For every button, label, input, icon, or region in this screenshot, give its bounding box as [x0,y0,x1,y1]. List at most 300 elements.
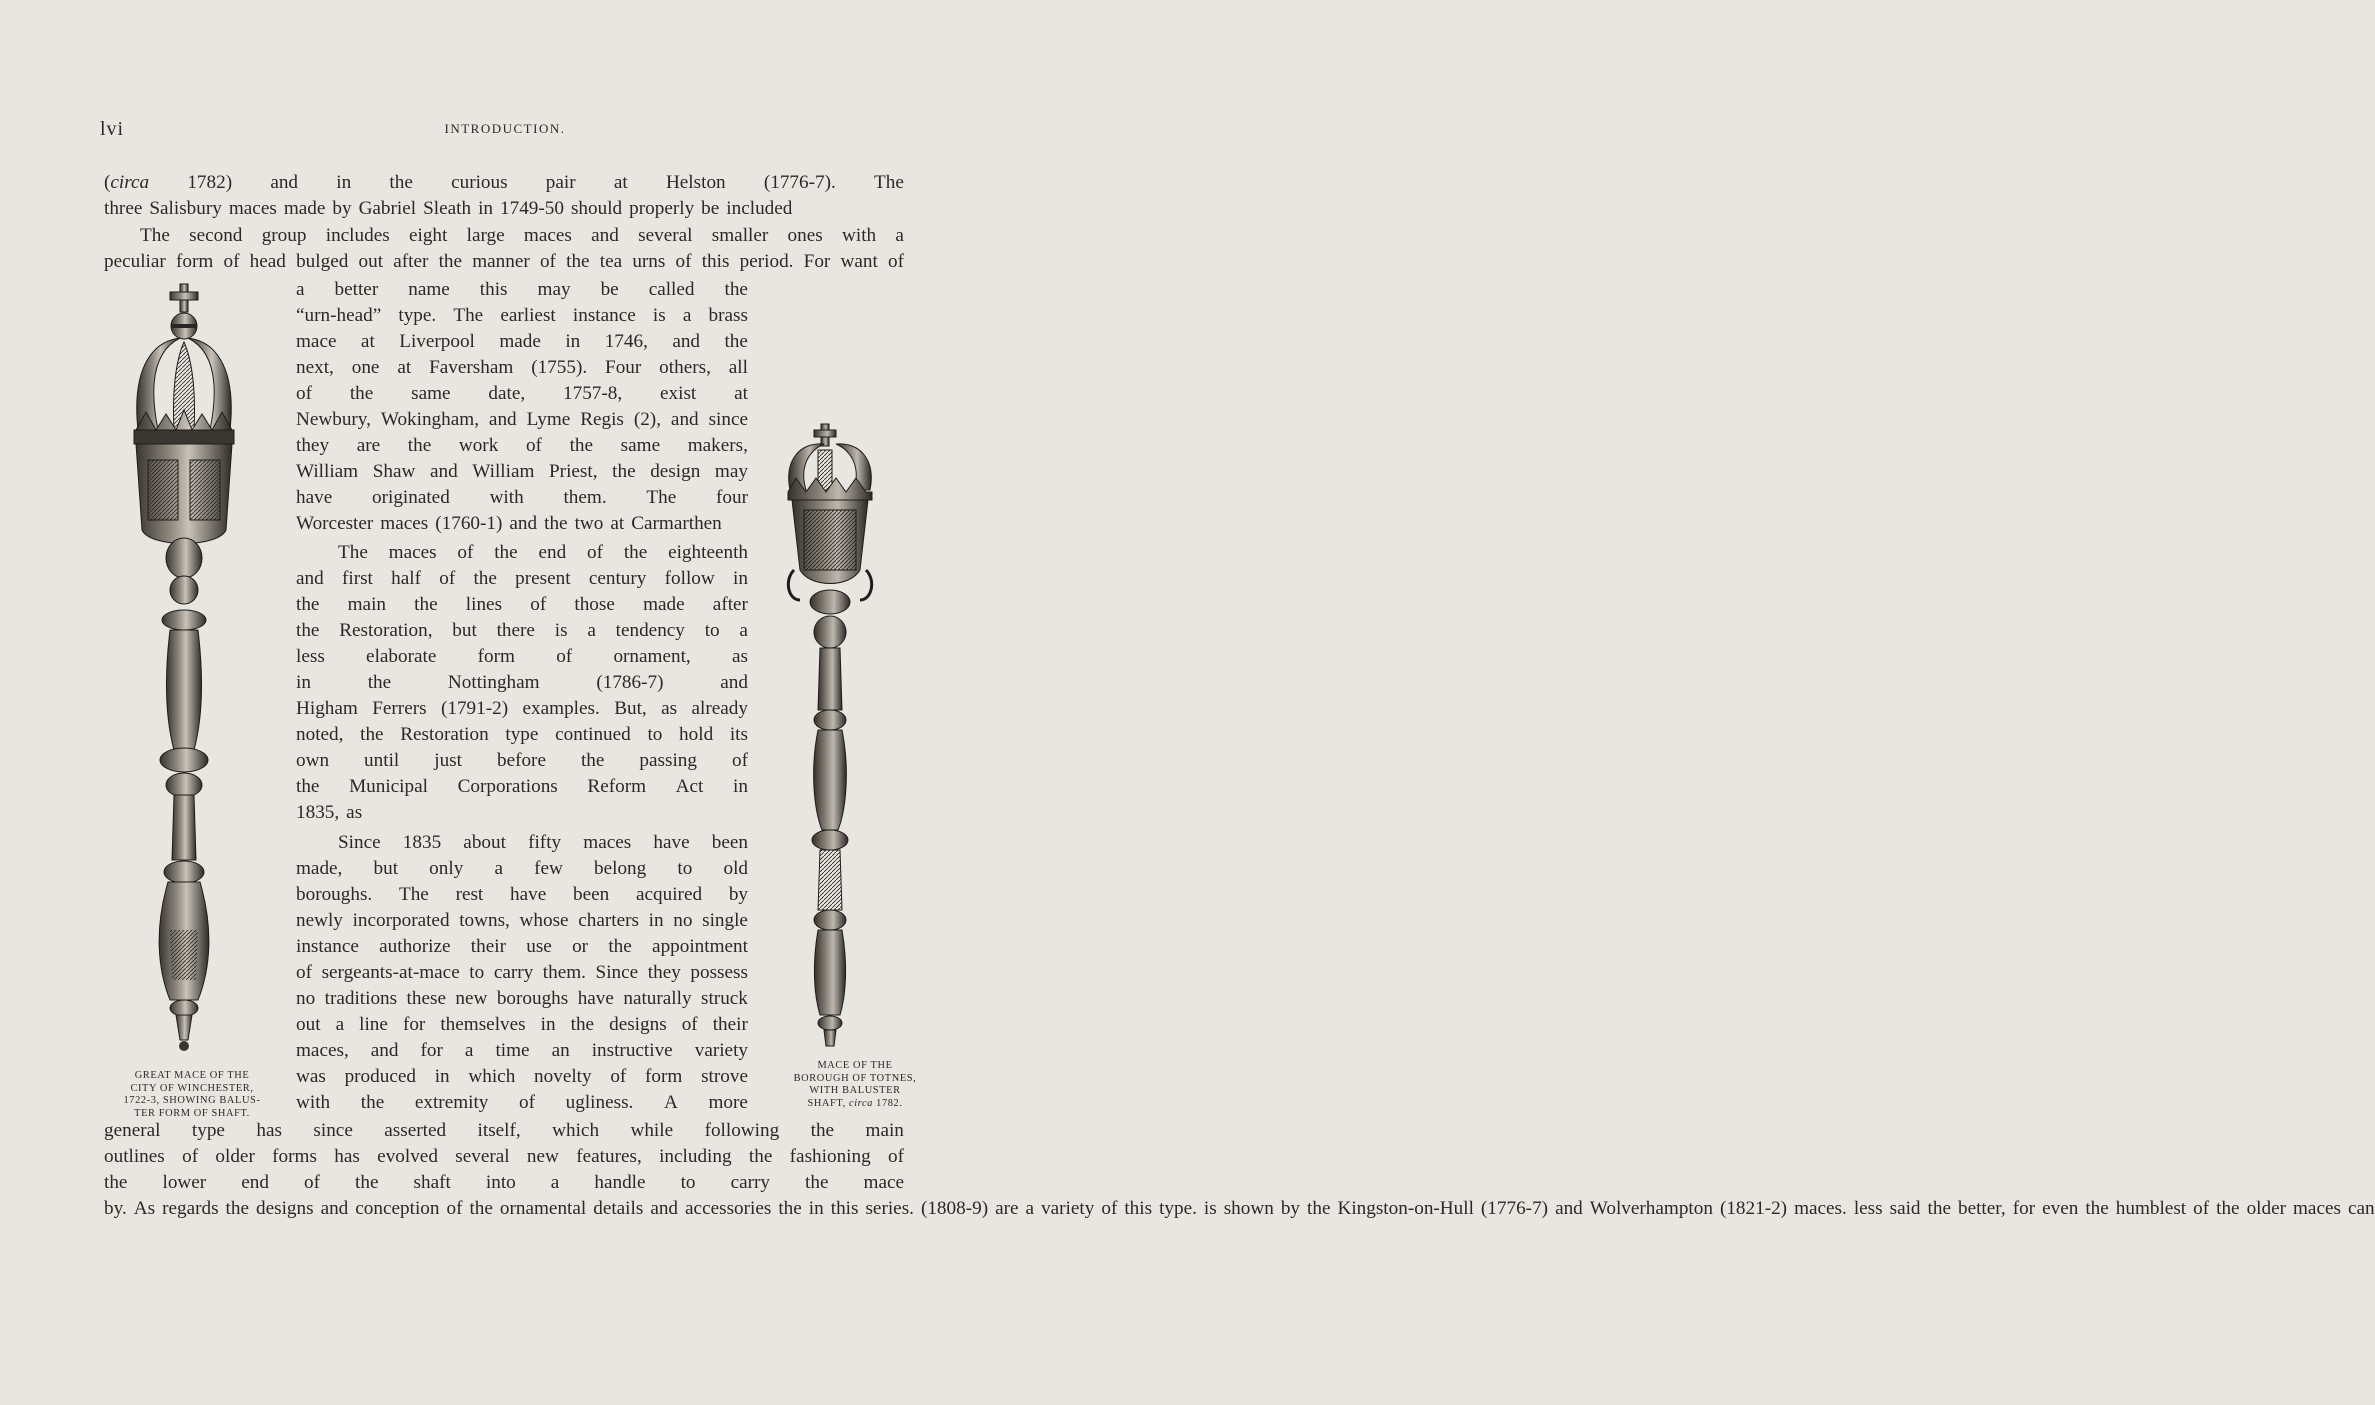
text-word: may [537,279,571,300]
text-word: the [355,1172,379,1193]
text-word: maces [388,542,437,563]
text-word: to [677,858,693,879]
text-word: makers, [687,435,748,456]
text-word: was [296,1066,326,1087]
text-word: includes [325,225,390,246]
text-line [296,882,748,908]
text-word: of [182,1146,199,1167]
text-word: ugliness. [565,1092,634,1113]
winchester-mace-illustration [118,280,258,1070]
text-word: (circa [104,172,150,193]
text-word: Wolverhampton [1589,1198,1713,1219]
text-word: of [556,646,573,667]
text-word: in [336,172,352,193]
text-word: The [874,172,904,193]
text-word: accessories [685,1198,772,1219]
text-word: have [510,884,547,905]
text-word: of [2193,1198,2210,1219]
text-word: of [296,962,312,983]
text-word: can [2347,1198,2375,1219]
text-word: themselves [440,1014,526,1035]
text-word: in [733,776,748,797]
text-line [296,1038,748,1064]
text-word: of [296,383,312,404]
text-word: those [574,594,615,615]
totnes-mace-illustration [780,420,900,1060]
text-word: been [573,884,610,905]
text-word: no [296,988,316,1009]
text-word: with [842,225,877,246]
text-word: before [496,750,546,771]
text-word: time [495,1040,530,1061]
caption-line [770,1098,940,1111]
text-word: made, [296,858,343,879]
text-word: Ferrers [372,698,427,719]
text-word: the [473,568,497,589]
text-word: (1791-2) [440,698,509,719]
text-word: and [370,1040,399,1061]
text-word: carry [730,1172,770,1193]
text-word: William [296,461,359,482]
text-word: of [539,251,556,272]
text-word: maces [523,225,572,246]
text-word: better, [1957,1198,2006,1219]
text-word: may [714,461,748,482]
text-word: exist [660,383,697,404]
text-word: this [1124,1198,1153,1219]
text-line [296,1090,748,1116]
text-word: called [648,279,695,300]
text-word: Salisbury [149,198,222,219]
text-word: after [393,251,429,272]
text-line [296,433,748,459]
caption-line: GREAT MACE OF THE [134,1070,250,1081]
text-line [296,774,748,800]
text-word: the [612,461,636,482]
caption-text: 1782. [876,1097,903,1109]
text-word: end [538,542,567,563]
text-word: Regis [580,409,624,430]
text-word: of [610,1066,627,1087]
text-line [104,1118,904,1144]
text-word: struck [701,988,748,1009]
text-word: and [488,409,517,430]
text-word: design [650,461,701,482]
text-word: by. [104,1198,127,1219]
text-word: in [565,331,581,352]
text-word: own [296,750,330,771]
text-word: of [731,750,748,771]
text-word: A [664,1092,678,1113]
text-word: large [466,225,505,246]
text-word: traditions [324,988,398,1009]
text-word: out [358,251,384,272]
text-word: to [469,962,485,983]
text-word: (1821-2) [1719,1198,1788,1219]
text-word: shaft [413,1172,451,1193]
text-word: type [505,724,539,745]
text-word: has [256,1120,282,1141]
text-word: same [411,383,451,404]
text-word: for [420,1040,443,1061]
text-word: to [680,1172,696,1193]
text-word: Gabriel [358,198,417,219]
text-word: 1757-8, [563,383,623,404]
text-word: the [104,1172,128,1193]
text-line [296,856,748,882]
text-word: of [530,594,547,615]
text-word: ornament, [613,646,691,667]
text-line [296,618,748,644]
text-word: fashioning [789,1146,871,1167]
text-word: originated [372,487,450,508]
text-word: main [347,594,386,615]
text-word: properly [629,198,695,219]
text-word: by [728,884,748,905]
text-word: The [140,225,170,246]
text-word: for [2012,1198,2036,1219]
text-word: the [469,1198,493,1219]
text-word: a [682,305,692,326]
text-word: hold [679,724,714,745]
text-line [296,908,748,934]
text-word: Priest, [549,461,598,482]
text-word: Act [675,776,704,797]
text-word: a [335,1014,345,1035]
text-word: series. [865,1198,914,1219]
text-word: since [708,409,748,430]
text-word: of [525,435,542,456]
running-head: INTRODUCTION. [444,121,566,136]
text-word: out [296,1014,321,1035]
text-word: the [623,542,648,563]
text-word: these [406,988,446,1009]
text-word: charters [578,910,639,931]
text-word: details [593,1198,644,1219]
text-word: and [720,672,748,693]
text-word: Liverpool [399,331,475,352]
text-word: its [729,724,748,745]
text-word: regards [162,1198,219,1219]
text-word: this [701,251,730,272]
text-word: have [296,487,333,508]
text-word: newly [296,910,343,931]
text-word: sergeants-at-mace [321,962,460,983]
text-word: noted, [296,724,344,745]
text-word: few [534,858,563,879]
text-word: eighteenth [668,542,748,563]
text-word: and [270,172,299,193]
text-word: The [338,542,368,563]
text-word: earliest [500,305,556,326]
text-word: end [241,1172,269,1193]
page-number: lvi [100,118,125,140]
text-word: as [346,802,363,823]
text-word: As [133,1198,156,1219]
caption-line: CITY OF WINCHESTER, [130,1082,254,1094]
text-word: their [712,1014,748,1035]
text-line [296,407,748,433]
text-word: of [681,1014,698,1035]
text-word: a [296,279,305,300]
text-line [296,1012,748,1038]
text-word: follow [664,568,715,589]
text-word: towns, [459,910,510,931]
text-line [296,277,748,303]
text-word: first [341,568,373,589]
text-line [338,830,748,856]
text-word: asserted [384,1120,447,1141]
text-line [296,355,748,381]
text-word: is [554,620,568,641]
text-word: should [570,198,623,219]
text-word: designs [256,1198,314,1219]
text-word: Restoration, [339,620,433,641]
text-word: (1760-1) [435,513,503,534]
text-word: incorporated [352,910,450,931]
text-word: (2), [633,409,661,430]
text-word: of [457,542,474,563]
text-word: with [489,487,524,508]
caption-line: TER FORM OF SHAFT. [134,1107,250,1119]
text-line [296,722,748,748]
text-word: brass [708,305,748,326]
text-word: Sleath [423,198,472,219]
text-word: 1746, [604,331,648,352]
text-word: Since [338,832,381,853]
text-word: into [485,1172,516,1193]
text-word: extremity [414,1092,489,1113]
text-word: after [712,594,748,615]
text-word: type. [398,305,437,326]
text-word: about [463,832,506,853]
text-line [296,381,748,407]
text-line [296,748,748,774]
text-word: several [638,225,693,246]
text-word: the [2085,1198,2109,1219]
text-word: in [478,198,494,219]
text-word: strove [701,1066,748,1087]
text-word: just [434,750,462,771]
text-line [296,566,748,592]
text-word: rest [455,884,484,905]
cross-finial [170,284,198,312]
text-word: (1776-7) [1480,1198,1549,1219]
text-line [104,170,904,196]
text-line [104,196,904,222]
text-word: two [574,513,604,534]
page-header [100,118,910,144]
text-word: have [577,988,614,1009]
text-word: of [888,251,904,272]
text-word: (1755). [531,357,588,378]
text-word: Carmarthen [631,513,722,534]
text-word: this [479,279,508,300]
figure-caption-winchester [104,1070,280,1120]
text-word: mace [296,331,337,352]
text-word: in [733,568,748,589]
text-word: same [620,435,661,456]
text-line [296,986,748,1012]
text-word: type. [1159,1198,1197,1219]
text-word: with [296,1092,331,1113]
caption-text: SHAFT, [807,1097,846,1109]
text-word: and [1555,1198,1583,1219]
text-word: of [519,1092,536,1113]
text-word: a [550,1172,560,1193]
text-word: second [189,225,243,246]
text-word: no [673,910,693,931]
text-word: at [397,357,412,378]
text-line [296,1064,748,1090]
text-word: naturally [623,988,692,1009]
text-word: 1835, [296,802,340,823]
text-word: and [509,513,538,534]
text-word: general [104,1120,161,1141]
text-word: made [283,198,326,219]
text-word: even [2042,1198,2079,1219]
text-word: is [652,305,666,326]
text-line [296,459,748,485]
text-word: the [608,936,632,957]
text-line [296,303,748,329]
text-word: handle [594,1172,646,1193]
text-word: Kingston-on-Hull [1337,1198,1474,1219]
text-word: the [566,251,590,272]
text-word: curious [451,172,508,193]
text-word: form [645,1066,683,1087]
text-word: a [464,1040,474,1061]
text-word: the [724,279,748,300]
text-word: less [1853,1198,1883,1219]
text-line [296,329,748,355]
text-word: is [1203,1198,1217,1219]
text-word: at [734,383,748,404]
text-word: the [349,383,374,404]
text-word: the [805,1172,829,1193]
text-word: in [648,910,664,931]
text-word: said [1889,1198,1921,1219]
text-word: for [402,1014,426,1035]
text-word: Newbury, [296,409,371,430]
text-word: maces [380,513,429,534]
text-line [296,644,748,670]
text-word: belong [594,858,647,879]
text-word: this [830,1198,859,1219]
text-word: Higham [296,698,358,719]
text-word: maces [2293,1198,2341,1219]
text-line [296,511,748,537]
text-word: half [391,568,421,589]
text-word: at [613,172,628,193]
text-word: of [223,251,240,272]
text-word: and [591,225,619,246]
text-word: Reform [587,776,647,797]
text-word: in [808,1198,824,1219]
text-word: several [455,1146,510,1167]
text-word: which [468,1066,516,1087]
text-word: Worcester [296,513,374,534]
text-word: to [704,620,720,641]
text-word: date, [488,383,526,404]
text-word: Four [605,357,642,378]
text-word: following [704,1120,780,1141]
text-word: in [296,672,311,693]
text-word: passing [639,750,697,771]
text-word: boroughs. [296,884,373,905]
text-word: 1835 [402,832,442,853]
text-word: elaborate [366,646,437,667]
text-word: the [2216,1198,2240,1219]
text-word: (1808-9) [920,1198,989,1219]
text-word: the [360,1092,385,1113]
text-word: instructive [591,1040,673,1061]
text-word: The [398,884,429,905]
text-word: a [494,858,503,879]
text-word: of [1101,1198,1118,1219]
text-word: Shaw [372,461,416,482]
text-word: others, [659,357,711,378]
text-word: the [570,1014,595,1035]
text-word: the [1307,1198,1331,1219]
text-word: the [544,513,568,534]
text-word: a [1025,1198,1035,1219]
text-word: name [408,279,450,300]
text-word: their [470,936,506,957]
text-word: the [569,435,594,456]
text-line [296,800,748,826]
text-word: appointment [652,936,748,957]
text-word: and [650,1198,679,1219]
text-line [296,485,748,511]
text-word: mace [863,1172,904,1193]
text-word: they [647,962,681,983]
text-word: single [702,910,748,931]
text-word: ornamental [499,1198,587,1219]
text-word: of [888,1146,904,1167]
text-word: evolved [377,1146,438,1167]
text-word: instance [296,936,359,957]
text-word: examples. [522,698,600,719]
caption-line: WITH BALUSTER [809,1085,901,1096]
text-word: the [367,672,392,693]
text-word: in [434,1066,450,1087]
text-word: tea [599,251,623,272]
text-word: old [723,858,748,879]
text-word: which [552,1120,600,1141]
text-word: including [659,1146,732,1167]
text-word: there [496,620,535,641]
text-word: since [313,1120,353,1141]
text-word: 1749-50 [500,198,564,219]
text-word: at [610,513,625,534]
text-word: the [580,750,605,771]
text-word: century [588,568,647,589]
text-word: but [373,858,399,879]
text-word: and [429,461,458,482]
text-word: form [175,251,214,272]
text-word: them. [542,962,586,983]
text-word: head [249,251,286,272]
text-word: Restoration [400,724,489,745]
text-word: a [587,620,596,641]
text-word: forms [272,1146,317,1167]
text-word: Municipal [349,776,428,797]
text-word: at [360,331,375,352]
text-word: the [438,251,463,272]
text-word: “urn-head” [296,305,382,326]
text-word: present [515,568,571,589]
